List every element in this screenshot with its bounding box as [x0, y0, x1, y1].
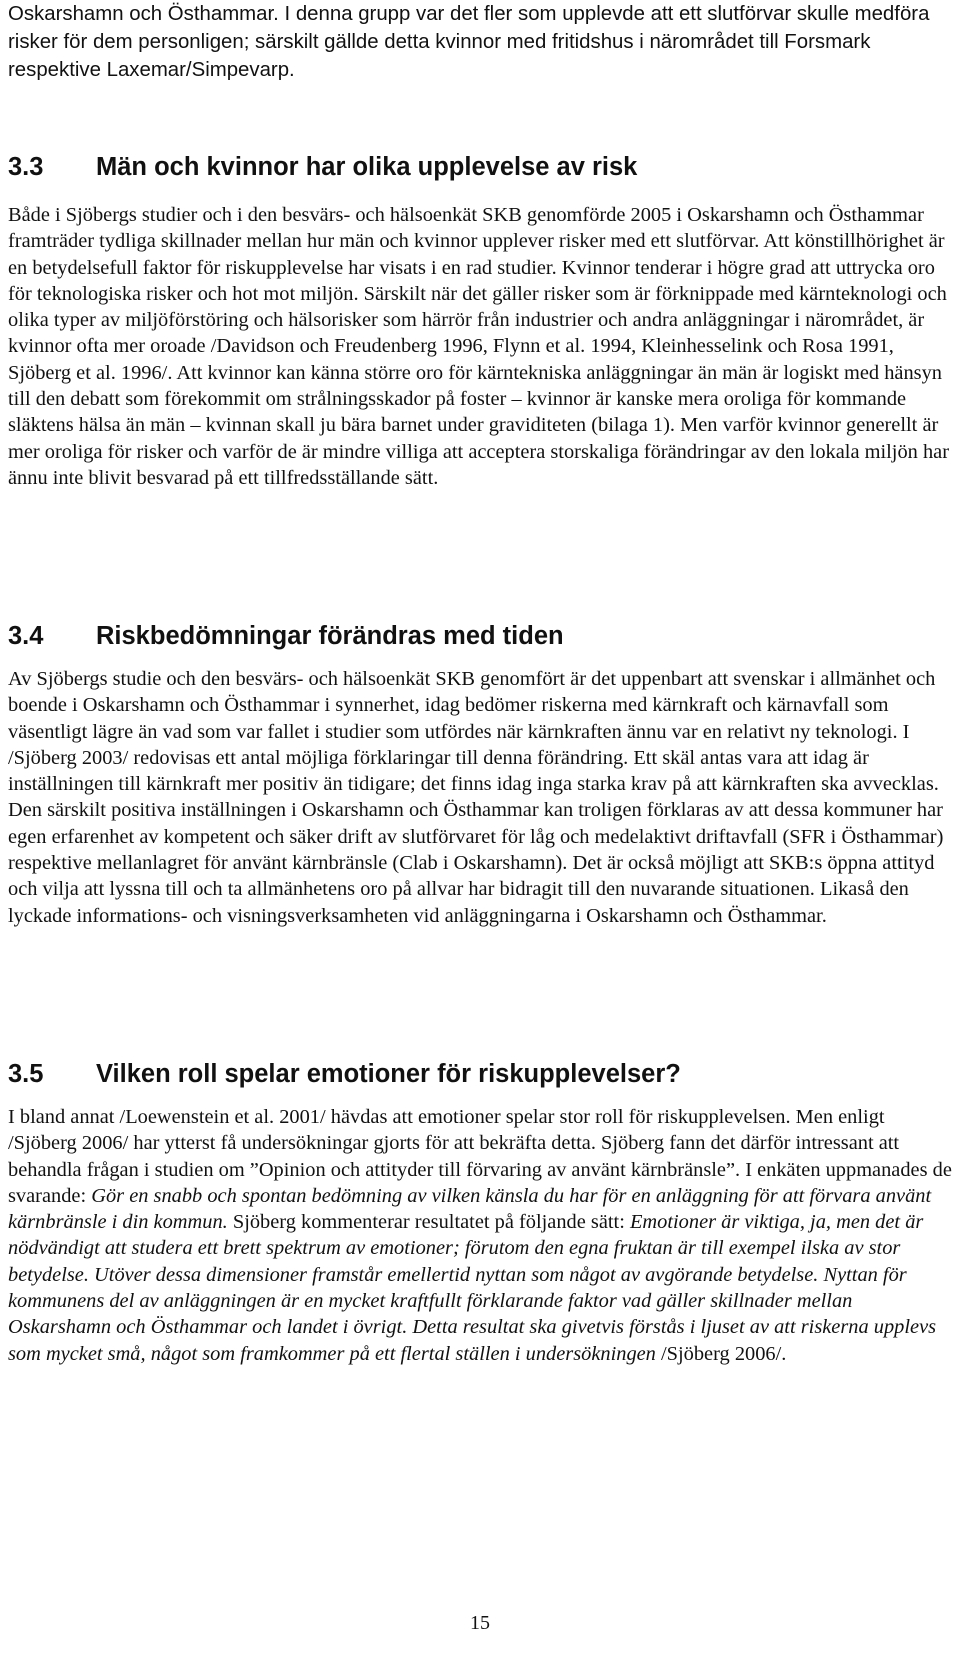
- page-number: 15: [470, 1612, 490, 1634]
- section-number: 3.3: [8, 153, 44, 181]
- section-heading-3-5: [8, 1060, 681, 1089]
- section-3-5-body: [8, 1104, 956, 1367]
- section-3-4-body: Av Sjöbergs studie och den besvärs- och hälsoenkät SKB genomfört är det uppenbart att svenskar i allmänhet och boende i Oskarshamn och Östhammar i synnerhet, idag bedömer riskerna med kärnkraft och kärnavfall som väsentligt lägre än vad som var fallet i studier som utfördes när kärnkraften ännu var en relativt ny teknologi. I /Sjöberg 2003/ redovisas ett antal möjliga förklaringar till denna förändring. Ett skäl antas vara att idag är inställningen till kärnkraft mer positiv än tidigare; det finns idag inga starka krav på att kärnkraften ska avvecklas. Den särskilt positiva inställningen i Oskarshamn och Östhammar kan troligen förklaras av att dessa kommuner har egen erfarenhet av kompetent och säker drift av slutförvaret för låg och medelaktivt driftavfall (SFR i Östhammar) respektive mellanlagret för använt kärnbränsle (Clab i Oskarshamn). Det är också möjligt att SKB:s öppna attityd och vilja att lyssna till och ta allmänhetens oro på allvar har bidragit till den nuvarande situationen. Likaså den lyckade informations- och visningsverksamheten vid anläggningarna i Oskarshamn och Östhammar.: [8, 668, 944, 927]
- section-title: Vilken roll spelar emotioner för riskupplevelser?: [96, 1060, 681, 1088]
- quoted-comment: Emotioner är viktiga, ja, men det är nödvändigt att studera ett brett spektrum av emotioner; förutom den egna fruktan är till exempel ilska av stor betydelse. Utöver dessa dimensioner framstår emellertid nyttan som något av avgörande betydelse. Nyttan för kommunens del av anläggningen är en mycket kraftfullt förklarande faktor vad gäller skillnader mellan Oskarshamn och Östhammar och landet i övrigt. Detta resultat ska givetvis förstås i ljuset av att riskerna upplevs som mycket små, något som framkommer på ett flertal ställen i undersökningen: [8, 1211, 937, 1365]
- section-number: 3.4: [8, 622, 44, 650]
- intro-paragraph: Oskarshamn och Östhammar. I denna grupp var det fler som upplevde att ett slutförvar skulle medföra risker för dem personligen; särskilt gällde detta kvinnor med fritidshus i närområdet till Forsmark respektive Laxemar/Simpevarp.: [8, 3, 930, 82]
- quoted-question: Gör en snabb och spontan bedömning av vilken känsla du har för en anläggning för att förvara använt kärnbränsle i din kommun.: [8, 1184, 932, 1234]
- section-3-3-body: Både i Sjöbergs studier och i den besvärs- och hälsoenkät SKB genomförde 2005 i Oskarshamn och Östhammar framträder tydliga skillnader mellan hur män och kvinnor upplever risker med ett slutförvar. Att könstillhörighet är en betydelsefull faktor för riskupplevelse har visats i en rad studier. Kvinnor tenderar i högre grad att uttrycka oro för teknologiska risker och hot mot miljön. Särskilt när det gäller risker som är förknippade med kärnteknologi och olika typer av miljöförstöring och hälsorisker som härrör från industrier och andra anläggningar i närområdet, är kvinnor ofta mer oroade /Davidson och Freudenberg 1996, Flynn et al. 1994, Kleinhesselink och Rosa 1991, Sjöberg et al. 1996/. Att kvinnor kan känna större oro för kärntekniska anläggningar än män är logiskt med hänsyn till den debatt som förekommit om strålningsskador på foster – kvinnor är kanske mera oroliga för kommande släktens hälsa än män – kvinnan skall ju bära barnet under graviditeten (bilaga 1). Men varför kvinnor generellt är mer oroliga för risker och varför de är mindre villiga att acceptera storskaliga förändringar av den lokala miljön har ännu inte blivit besvarad på ett tillfredsställande sätt.: [8, 204, 949, 489]
- body-text: Sjöberg kommenterar resultatet på följande sätt:: [227, 1211, 630, 1234]
- body-text: I bland annat /Loewenstein et al. 2001/ hävdas att emotioner spelar stor roll för riskupplevelsen. Men enligt /Sjöberg 2006/ har ytterst få undersökningar gjorts för att bekräfta detta. Sjöberg fann det därför intressant att behandla frågan i studien om ”Opinion och attityder till förvaring av använt kärnbränsle”. I enkäten uppmanades de svarande:: [8, 1106, 952, 1207]
- section-title: Män och kvinnor har olika upplevelse av risk: [96, 153, 638, 181]
- section-number: 3.5: [8, 1060, 44, 1088]
- section-heading-3-4: [8, 622, 564, 651]
- section-title: Riskbedömningar förändras med tiden: [96, 622, 564, 650]
- citation: /Sjöberg 2006/.: [655, 1342, 787, 1365]
- section-heading-3-3: [8, 153, 637, 182]
